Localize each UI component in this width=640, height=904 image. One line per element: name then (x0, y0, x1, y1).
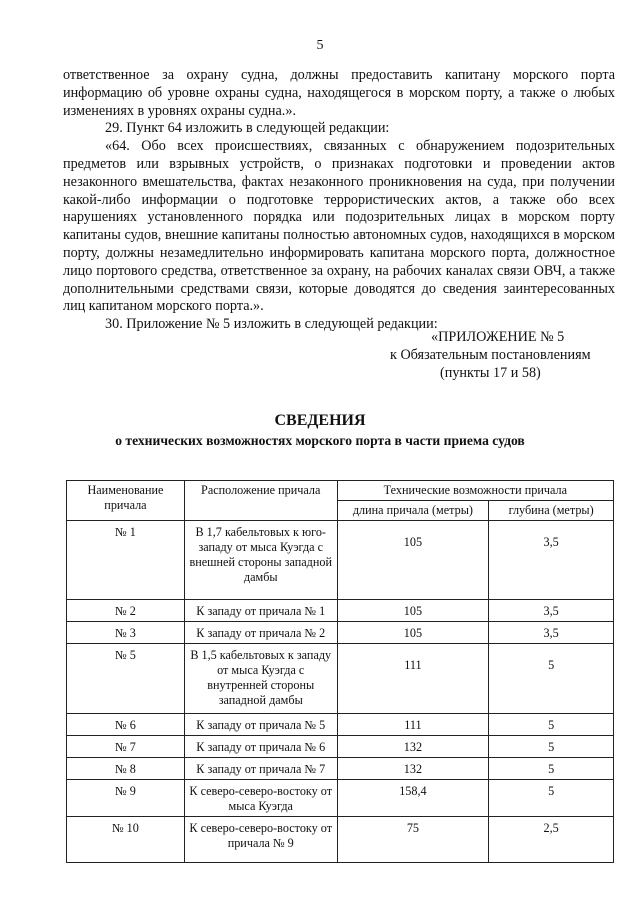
table-row (67, 644, 614, 714)
table-row (67, 714, 614, 736)
cell-berth-name: № 8 (67, 758, 185, 780)
cell-berth-location: К северо-северо-востоку от мыса Куэгда (184, 780, 337, 817)
cell-berth-length: 75 (337, 817, 489, 863)
section-subtitle: о технических возможностях морского порта в части приема судов (115, 433, 525, 448)
cell-berth-length: 111 (337, 714, 489, 736)
table-row (67, 780, 614, 817)
header-capabilities: Технические возможности причала (337, 481, 613, 501)
paragraph-item-64: «64. Обо всех происшествиях, связанных с обнаружением подозрительных предметов или взрывных устройств, о признаках подготовки и проведении актов незаконного вмешательства, фактах незаконного проникновения на суда, при получении какой-либо информации о подготовке террористических актов, а также обо всех нарушениях установленного порядка или подозрительных лицах в морском порту капитаны судов, внешние капитаны полностью автономных судов, находящихся в морском порту, должны незамедлительно информировать капитана морского порта, должностное лицо портового средства, ответственное за охрану, на рабочих каналах связи ОВЧ, а также дополнительными средствами связи, которые доводятся до сведения заинтересованных лиц капитаном морского порта.». (63, 138, 615, 315)
cell-berth-location: В 1,7 кабельтовых к юго-западу от мыса Куэгда с внешней стороны западной дамбы (184, 521, 337, 600)
cell-berth-location: К западу от причала № 6 (184, 736, 337, 758)
paragraph-continuation: ответственное за охрану судна, должны предоставить капитану морского порта информацию об уровне охраны судна, находящегося в морском порту, а также о любых изменениях в уровнях охраны судна.». (63, 67, 615, 119)
header-berth-name: Наименование причала (67, 481, 185, 521)
table-row (67, 622, 614, 644)
section-title: СВЕДЕНИЯ (274, 412, 366, 429)
cell-berth-length: 111 (337, 644, 489, 714)
cell-berth-name: № 3 (67, 622, 185, 644)
table-row (67, 600, 614, 622)
cell-berth-depth: 5 (489, 736, 614, 758)
cell-berth-location: К западу от причала № 7 (184, 758, 337, 780)
cell-berth-depth: 3,5 (489, 622, 614, 644)
cell-berth-length: 105 (337, 600, 489, 622)
cell-berth-length: 132 (337, 758, 489, 780)
body-text (63, 67, 615, 334)
cell-berth-depth: 2,5 (489, 817, 614, 863)
header-length: длина причала (метры) (337, 501, 489, 521)
cell-berth-length: 158,4 (337, 780, 489, 817)
cell-berth-depth: 5 (489, 780, 614, 817)
table-row (67, 521, 614, 600)
cell-berth-length: 105 (337, 521, 489, 600)
table-row (67, 736, 614, 758)
cell-berth-name: № 6 (67, 714, 185, 736)
appendix-subtitle: к Обязательным постановлениям (390, 347, 591, 363)
cell-berth-depth: 5 (489, 644, 614, 714)
cell-berth-location: В 1,5 кабельтовых к западу от мыса Куэгда с внутренней стороны западной дамбы (184, 644, 337, 714)
cell-berth-location: К западу от причала № 2 (184, 622, 337, 644)
cell-berth-length: 132 (337, 736, 489, 758)
cell-berth-name: № 10 (67, 817, 185, 863)
cell-berth-name: № 9 (67, 780, 185, 817)
cell-berth-depth: 5 (489, 714, 614, 736)
cell-berth-depth: 5 (489, 758, 614, 780)
cell-berth-location: К северо-северо-востоку от причала № 9 (184, 817, 337, 863)
paragraph-item-30: 30. Приложение № 5 изложить в следующей редакции: (105, 316, 438, 333)
cell-berth-length: 105 (337, 622, 489, 644)
berth-table (66, 480, 614, 863)
header-berth-location: Расположение причала (184, 481, 337, 521)
cell-berth-name: № 1 (67, 521, 185, 600)
appendix-title: «ПРИЛОЖЕНИЕ № 5 (431, 329, 565, 345)
cell-berth-location: К западу от причала № 1 (184, 600, 337, 622)
cell-berth-name: № 2 (67, 600, 185, 622)
cell-berth-name: № 7 (67, 736, 185, 758)
cell-berth-depth: 3,5 (489, 600, 614, 622)
appendix-points: (пункты 17 и 58) (440, 365, 541, 381)
cell-berth-depth: 3,5 (489, 521, 614, 600)
page-number: 5 (316, 38, 324, 53)
header-depth: глубина (метры) (489, 501, 614, 521)
table-row (67, 817, 614, 863)
paragraph-item-29: 29. Пункт 64 изложить в следующей редакции: (105, 120, 390, 137)
cell-berth-location: К западу от причала № 5 (184, 714, 337, 736)
cell-berth-name: № 5 (67, 644, 185, 714)
table-row (67, 758, 614, 780)
